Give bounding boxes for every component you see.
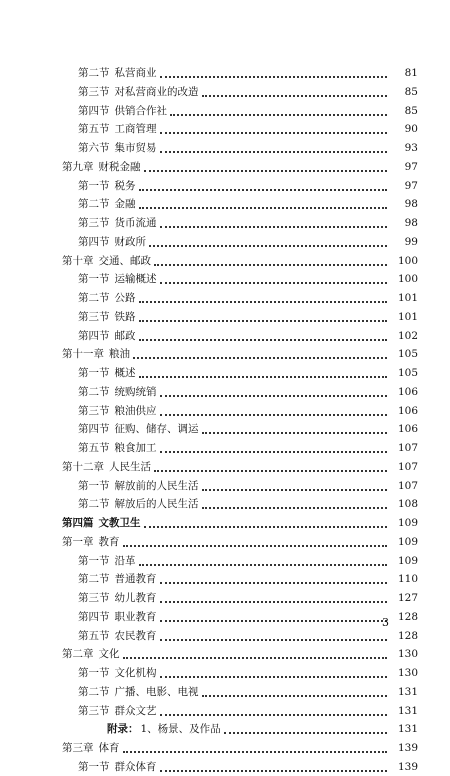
toc-entry-page: 97: [404, 179, 418, 192]
toc-entry-number: 第六节: [78, 142, 110, 154]
toc-entry: [62, 739, 418, 757]
toc-entry: [78, 683, 418, 701]
toc-entry-number: 第十一章: [62, 348, 104, 361]
toc-entry-title: 教育: [98, 535, 120, 548]
toc-entry-page: 107: [397, 442, 418, 454]
toc-entry-page: 90: [404, 123, 418, 136]
dot-leader: [139, 376, 388, 378]
dot-leader: [202, 695, 388, 697]
toc-entry-number: 第三章: [62, 742, 94, 754]
dot-leader: [160, 151, 388, 153]
toc-entry-title: 交通、邮政: [98, 254, 151, 267]
toc-entry-title: 解放后的人民生活: [114, 498, 199, 511]
toc-entry-title: 税务: [114, 179, 136, 192]
toc-entry-page: 109: [397, 517, 418, 529]
toc-entry-number: 第二节: [78, 198, 110, 211]
toc-entry: [78, 420, 418, 438]
toc-entry: [78, 83, 418, 101]
dot-leader: [160, 601, 388, 603]
dot-leader: [202, 489, 388, 491]
toc-entry: [78, 608, 418, 626]
toc-entry-number: 第四节: [78, 235, 110, 248]
toc-entry: [62, 252, 418, 270]
toc-entry-title: 沿革: [114, 554, 136, 567]
toc-entry-page: 101: [397, 292, 418, 304]
toc-entry-title: 体育: [98, 742, 120, 754]
toc-entry: [78, 439, 418, 457]
toc-entry-number: 第三节: [78, 310, 110, 323]
toc-entry-page: 130: [397, 667, 418, 679]
dot-leader: [160, 451, 388, 453]
dot-leader: [139, 339, 388, 341]
toc-entry-number: 第二章: [62, 648, 94, 661]
dot-leader: [123, 657, 388, 659]
toc-entry-page: 131: [397, 704, 418, 717]
toc-entry: [78, 477, 418, 495]
toc-entry-page: 106: [397, 423, 418, 436]
toc-entry: [78, 233, 418, 251]
toc-entry-title: 农民教育: [114, 629, 157, 642]
toc-entry: [78, 177, 418, 195]
toc-entry: [78, 289, 418, 307]
toc-entry: [78, 102, 418, 120]
toc-entry-number: 第三节: [78, 704, 110, 717]
toc-entry-page: 128: [397, 610, 418, 623]
toc-entry-page: 139: [397, 760, 418, 773]
toc-entry-title: 文教卫生: [98, 517, 141, 529]
toc-entry: [78, 214, 418, 232]
toc-entry-title: 粮油供应: [114, 404, 157, 417]
toc-entry-number: 第一节: [78, 554, 110, 567]
toc-entry-number: 第三节: [78, 217, 110, 229]
toc-entry-page: 131: [397, 685, 418, 698]
dot-leader: [224, 732, 387, 734]
toc-entry: [78, 64, 418, 82]
toc-entry-number: 第二节: [78, 385, 110, 398]
toc-entry-page: 107: [397, 460, 418, 473]
dot-leader: [139, 189, 388, 191]
dot-leader: [139, 320, 388, 322]
toc-entry: [78, 552, 418, 570]
toc-entry-title: 1、杨景、及作品: [140, 723, 221, 736]
toc-entry-number: 第二节: [78, 573, 110, 586]
toc-entry: [62, 345, 418, 363]
toc-entry-page: 101: [397, 310, 418, 323]
toc-entry-page: 100: [397, 273, 418, 286]
dot-leader: [144, 170, 388, 172]
toc-entry-number: 第二节: [78, 67, 110, 79]
toc-entry-page: 105: [397, 348, 418, 361]
dot-leader: [139, 564, 388, 566]
toc-entry-title: 解放前的人民生活: [114, 479, 199, 492]
toc-entry-number: 第一节: [78, 479, 110, 492]
toc-entry-number: 第五节: [78, 629, 110, 642]
toc-entry-number: 第一章: [62, 535, 94, 548]
toc-entry-number: 第四节: [78, 610, 110, 623]
toc-entry: [62, 158, 418, 176]
toc-entry: [78, 627, 418, 645]
dot-leader: [123, 751, 388, 753]
toc-entry-page: 106: [397, 404, 418, 417]
toc-entry-page: 99: [404, 235, 418, 248]
toc-entry: [78, 402, 418, 420]
toc-entry-title: 粮食加工: [114, 442, 157, 454]
toc-entry-page: 110: [397, 573, 418, 586]
toc-entry: [107, 720, 418, 738]
toc-entry-title: 群众文艺: [114, 704, 157, 717]
toc-entry: [78, 383, 418, 401]
toc-entry-page: 106: [397, 385, 418, 398]
dot-leader: [160, 620, 388, 622]
toc-entry-page: 98: [404, 217, 418, 229]
dot-leader: [160, 639, 388, 641]
toc-entry: [62, 645, 418, 663]
toc-entry-page: 127: [397, 592, 418, 604]
toc-entry: [62, 458, 418, 476]
toc-entry: [78, 327, 418, 345]
dot-leader: [144, 526, 388, 528]
toc-entry-page: 109: [397, 535, 418, 548]
toc-entry-page: 105: [397, 367, 418, 379]
dot-leader: [154, 470, 387, 472]
toc-entry-number: 第三节: [78, 404, 110, 417]
toc-entry-title: 铁路: [114, 310, 136, 323]
toc-entry: [78, 758, 418, 776]
toc-entry-page: 139: [397, 742, 418, 754]
dot-leader: [160, 582, 388, 584]
toc-entry-number: 第三节: [78, 85, 110, 98]
toc-entry-title: 公路: [114, 292, 136, 304]
dot-leader: [160, 395, 388, 397]
dot-leader: [123, 545, 388, 547]
dot-leader: [160, 132, 388, 134]
dot-leader: [160, 676, 388, 678]
dot-leader: [139, 207, 388, 209]
toc-entry-title: 供销合作社: [114, 104, 167, 117]
toc-entry-page: 93: [404, 142, 418, 154]
toc-entry-title: 邮政: [114, 329, 136, 342]
toc-entry-title: 群众体育: [114, 760, 157, 773]
dot-leader: [160, 282, 388, 284]
toc-entry-title: 财税金融: [98, 160, 141, 173]
toc-entry-page: 81: [404, 67, 418, 79]
toc-entry-title: 概述: [114, 367, 136, 379]
dot-leader: [170, 114, 387, 116]
toc-entry-title: 文化机构: [114, 667, 157, 679]
toc-entry-number: 第一节: [78, 667, 110, 679]
toc-entry-number: 第五节: [78, 123, 110, 136]
toc-entry-title: 文化: [98, 648, 120, 661]
toc-entry: [78, 195, 418, 213]
toc-entry-title: 广播、电影、电视: [114, 685, 199, 698]
toc-entry-title: 普通教育: [114, 573, 157, 586]
toc-entry-number: 第二节: [78, 292, 110, 304]
toc-entry-page: 85: [404, 104, 418, 117]
toc-entry-title: 财政所: [114, 235, 146, 248]
toc-entry-number: 第一节: [78, 367, 110, 379]
toc-entry-number: 第十二章: [62, 460, 104, 473]
toc-entry-page: 131: [397, 723, 418, 736]
dot-leader: [154, 264, 387, 266]
toc-entry: [78, 664, 418, 682]
toc-entry-number: 第九章: [62, 160, 94, 173]
toc-entry-title: 货币流通: [114, 217, 157, 229]
toc-entry: [78, 589, 418, 607]
toc-entry-number: 第五节: [78, 442, 110, 454]
dot-leader: [202, 432, 388, 434]
toc-entry-page: 85: [404, 85, 418, 98]
toc-entry: [78, 702, 418, 720]
toc-entry-number: 第十章: [62, 254, 94, 267]
toc-entry-title: 运输概述: [114, 273, 157, 286]
toc-entry-title: 统购统销: [114, 385, 157, 398]
dot-leader: [160, 414, 388, 416]
dot-leader: [160, 76, 388, 78]
toc-entry-page: 108: [397, 498, 418, 511]
dot-leader: [133, 357, 387, 359]
toc-entry-page: 128: [397, 629, 418, 642]
toc-entry-title: 粮油: [109, 348, 130, 361]
toc-entry-number: 附录：: [107, 723, 139, 736]
toc-entry-page: 130: [397, 648, 418, 661]
toc-entry: [62, 533, 418, 551]
toc-entry: [78, 495, 418, 513]
dot-leader: [160, 226, 388, 228]
toc-entry-number: 第四节: [78, 423, 110, 436]
page-number: 3: [382, 616, 389, 629]
toc-entry-title: 金融: [114, 198, 136, 211]
toc-entry-number: 第四节: [78, 104, 110, 117]
toc-entry-number: 第四节: [78, 329, 110, 342]
toc-entry-number: 第一节: [78, 179, 110, 192]
toc-entry-title: 集市贸易: [114, 142, 157, 154]
toc-entry: [78, 364, 418, 382]
toc-entry: [78, 308, 418, 326]
toc-entry: [78, 139, 418, 157]
toc-entry-title: 私营商业: [114, 67, 157, 79]
toc-entry-page: 102: [397, 329, 418, 342]
toc-entry-number: 第一节: [78, 273, 110, 286]
dot-leader: [160, 770, 388, 772]
toc-entry-page: 109: [397, 554, 418, 567]
toc-entry-number: 第四篇: [62, 517, 94, 529]
toc-entry-number: 第二节: [78, 685, 110, 698]
toc-entry: [62, 514, 418, 532]
toc-entry-page: 98: [404, 198, 418, 211]
toc-entry: [78, 570, 418, 588]
toc-entry: [78, 120, 418, 138]
toc-entry-title: 对私营商业的改造: [114, 85, 199, 98]
toc-entry-title: 人民生活: [109, 460, 151, 473]
toc-entry-number: 第一节: [78, 760, 110, 773]
toc-entry-title: 职业教育: [114, 610, 157, 623]
toc-entry-number: 第二节: [78, 498, 110, 511]
toc-entry-page: 100: [397, 254, 418, 267]
dot-leader: [202, 95, 388, 97]
toc-entry-title: 幼儿教育: [114, 592, 157, 604]
toc-entry-number: 第三节: [78, 592, 110, 604]
dot-leader: [202, 507, 388, 509]
toc-entry: [78, 270, 418, 288]
toc-entry-page: 97: [404, 160, 418, 173]
toc-entry-title: 征购、储存、调运: [114, 423, 199, 436]
dot-leader: [160, 714, 388, 716]
toc-entry-page: 107: [397, 479, 418, 492]
dot-leader: [139, 301, 388, 303]
dot-leader: [149, 245, 387, 247]
toc-entry-title: 工商管理: [114, 123, 157, 136]
